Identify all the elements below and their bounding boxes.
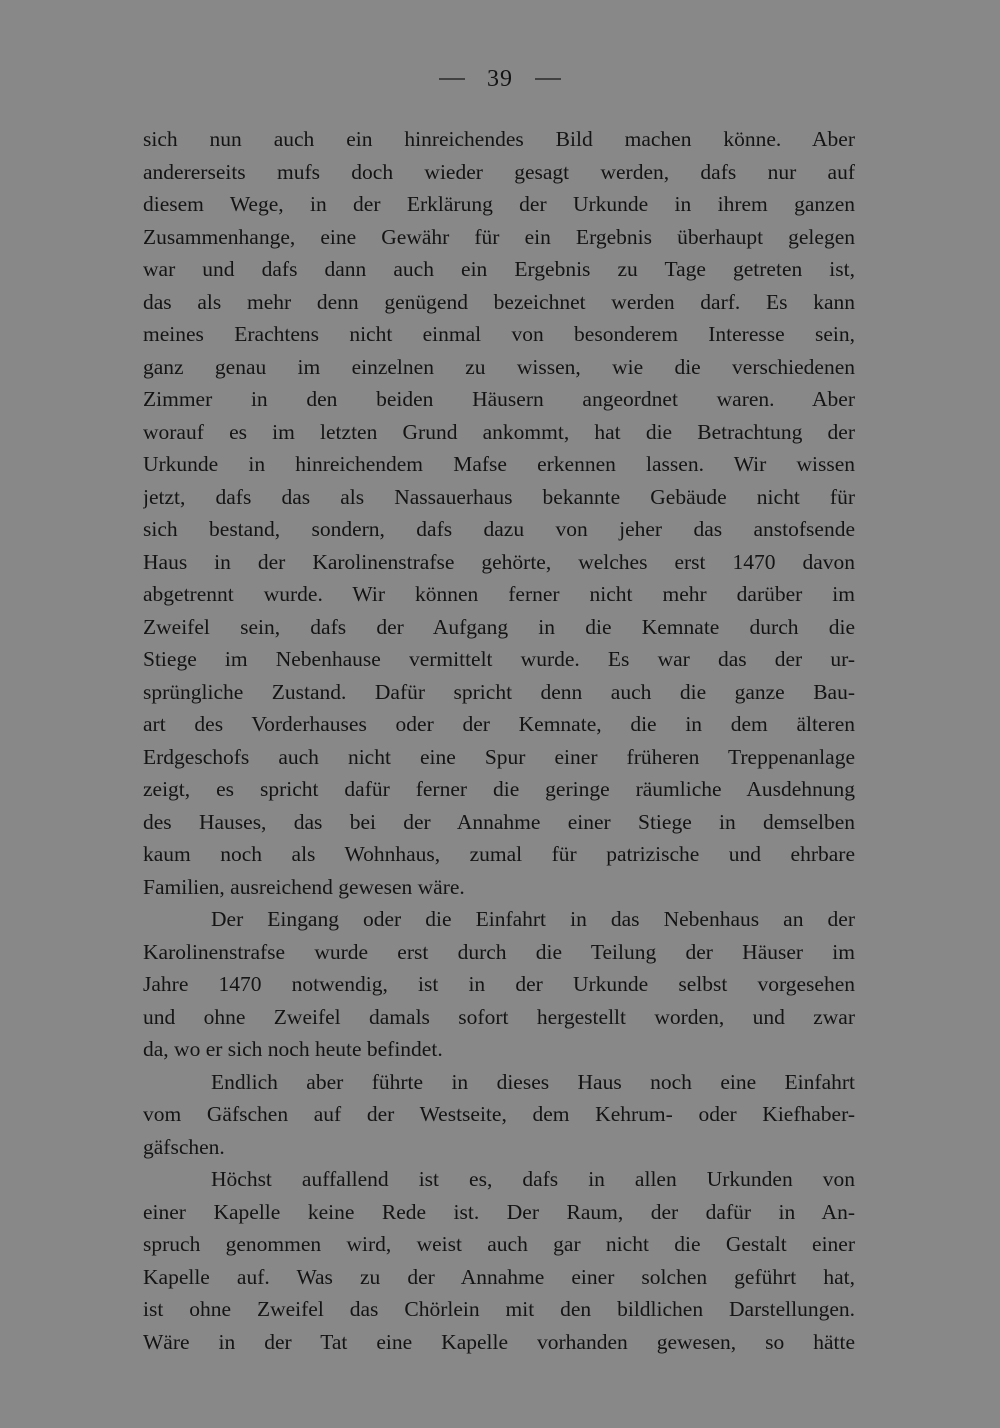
text-line: das als mehr denn genügend bezeichnet werden darf. Es kann: [143, 289, 855, 314]
text-line: kaum noch als Wohnhaus, zumal für patrizische und ehrbare: [143, 842, 855, 866]
page-number: 39: [487, 65, 513, 92]
text-line: jetzt, dafs das als Nassauerhaus bekannte Gebäude nicht für: [143, 484, 855, 509]
text-line: sich bestand, sondern, dafs dazu von jeher das anstofsende: [143, 517, 855, 541]
text-line: Stiege im Nebenhause vermittelt wurde. Es war das der ur-: [143, 647, 855, 671]
text-line: einer Kapelle keine Rede ist. Der Raum, der dafür in An-: [143, 1199, 855, 1224]
text-line: Zusammenhange, eine Gewähr für ein Ergebnis überhaupt gelegen: [143, 224, 855, 249]
text-line: ist ohne Zweifel das Chörlein mit den bildlichen Darstellungen.: [143, 1297, 855, 1321]
text-line: worauf es im letzten Grund ankommt, hat die Betrachtung der: [143, 419, 855, 444]
header-dash-right: [535, 78, 561, 80]
text-line: und ohne Zweifel damals sofort hergestellt worden, und zwar: [143, 1004, 855, 1029]
text-line: diesem Wege, in der Erklärung der Urkunde in ihrem ganzen: [143, 192, 855, 216]
text-line: da, wo er sich noch heute befindet.: [143, 1037, 443, 1061]
text-line: sich nun auch ein hinreichendes Bild machen könne. Aber: [143, 127, 855, 151]
text-line: gäfschen.: [143, 1134, 225, 1159]
text-line: meines Erachtens nicht einmal von besonderem Interesse sein,: [143, 322, 855, 346]
text-line: vom Gäfschen auf der Westseite, dem Kehrum- oder Kiefhaber-: [143, 1102, 855, 1126]
text-line: sprüngliche Zustand. Dafür spricht denn auch die ganze Bau-: [143, 679, 855, 704]
text-line: Karolinenstrafse wurde erst durch die Teilung der Häuser im: [143, 939, 855, 964]
text-line: Jahre 1470 notwendig, ist in der Urkunde selbst vorgesehen: [143, 972, 855, 996]
page-header: [0, 64, 1000, 94]
text-line: Wäre in der Tat eine Kapelle vorhanden gewesen, so hätte: [143, 1329, 855, 1354]
body-text: [143, 123, 855, 1358]
text-line: Zweifel sein, dafs der Aufgang in die Kemnate durch die: [143, 614, 855, 639]
text-line: zeigt, es spricht dafür ferner die geringe räumliche Ausdehnung: [143, 777, 855, 801]
text-line: Erdgeschofs auch nicht eine Spur einer früheren Treppenanlage: [143, 744, 855, 769]
text-line: Haus in der Karolinenstrafse gehörte, welches erst 1470 davon: [143, 549, 855, 574]
text-line: Familien, ausreichend gewesen wäre.: [143, 874, 465, 899]
text-line: andererseits mufs doch wieder gesagt werden, dafs nur auf: [143, 159, 855, 184]
text-line: Zimmer in den beiden Häusern angeordnet waren. Aber: [143, 387, 855, 411]
text-line: Urkunde in hinreichendem Mafse erkennen lassen. Wir wissen: [143, 452, 855, 476]
text-line: abgetrennt wurde. Wir können ferner nicht mehr darüber im: [143, 582, 855, 606]
text-line: ganz genau im einzelnen zu wissen, wie die verschiedenen: [143, 354, 855, 379]
text-line: spruch genommen wird, weist auch gar nicht die Gestalt einer: [143, 1232, 855, 1256]
text-line: Höchst auffallend ist es, dafs in allen Urkunden von: [211, 1167, 855, 1191]
text-line: war und dafs dann auch ein Ergebnis zu Tage getreten ist,: [143, 257, 855, 281]
text-line: Der Eingang oder die Einfahrt in das Nebenhaus an der: [211, 907, 855, 931]
text-line: Endlich aber führte in dieses Haus noch eine Einfahrt: [211, 1069, 855, 1094]
text-line: Kapelle auf. Was zu der Annahme einer solchen geführt hat,: [143, 1264, 855, 1289]
header-dash-left: [439, 78, 465, 80]
text-line: des Hauses, das bei der Annahme einer Stiege in demselben: [143, 809, 855, 834]
text-line: art des Vorderhauses oder der Kemnate, die in dem älteren: [143, 712, 855, 736]
